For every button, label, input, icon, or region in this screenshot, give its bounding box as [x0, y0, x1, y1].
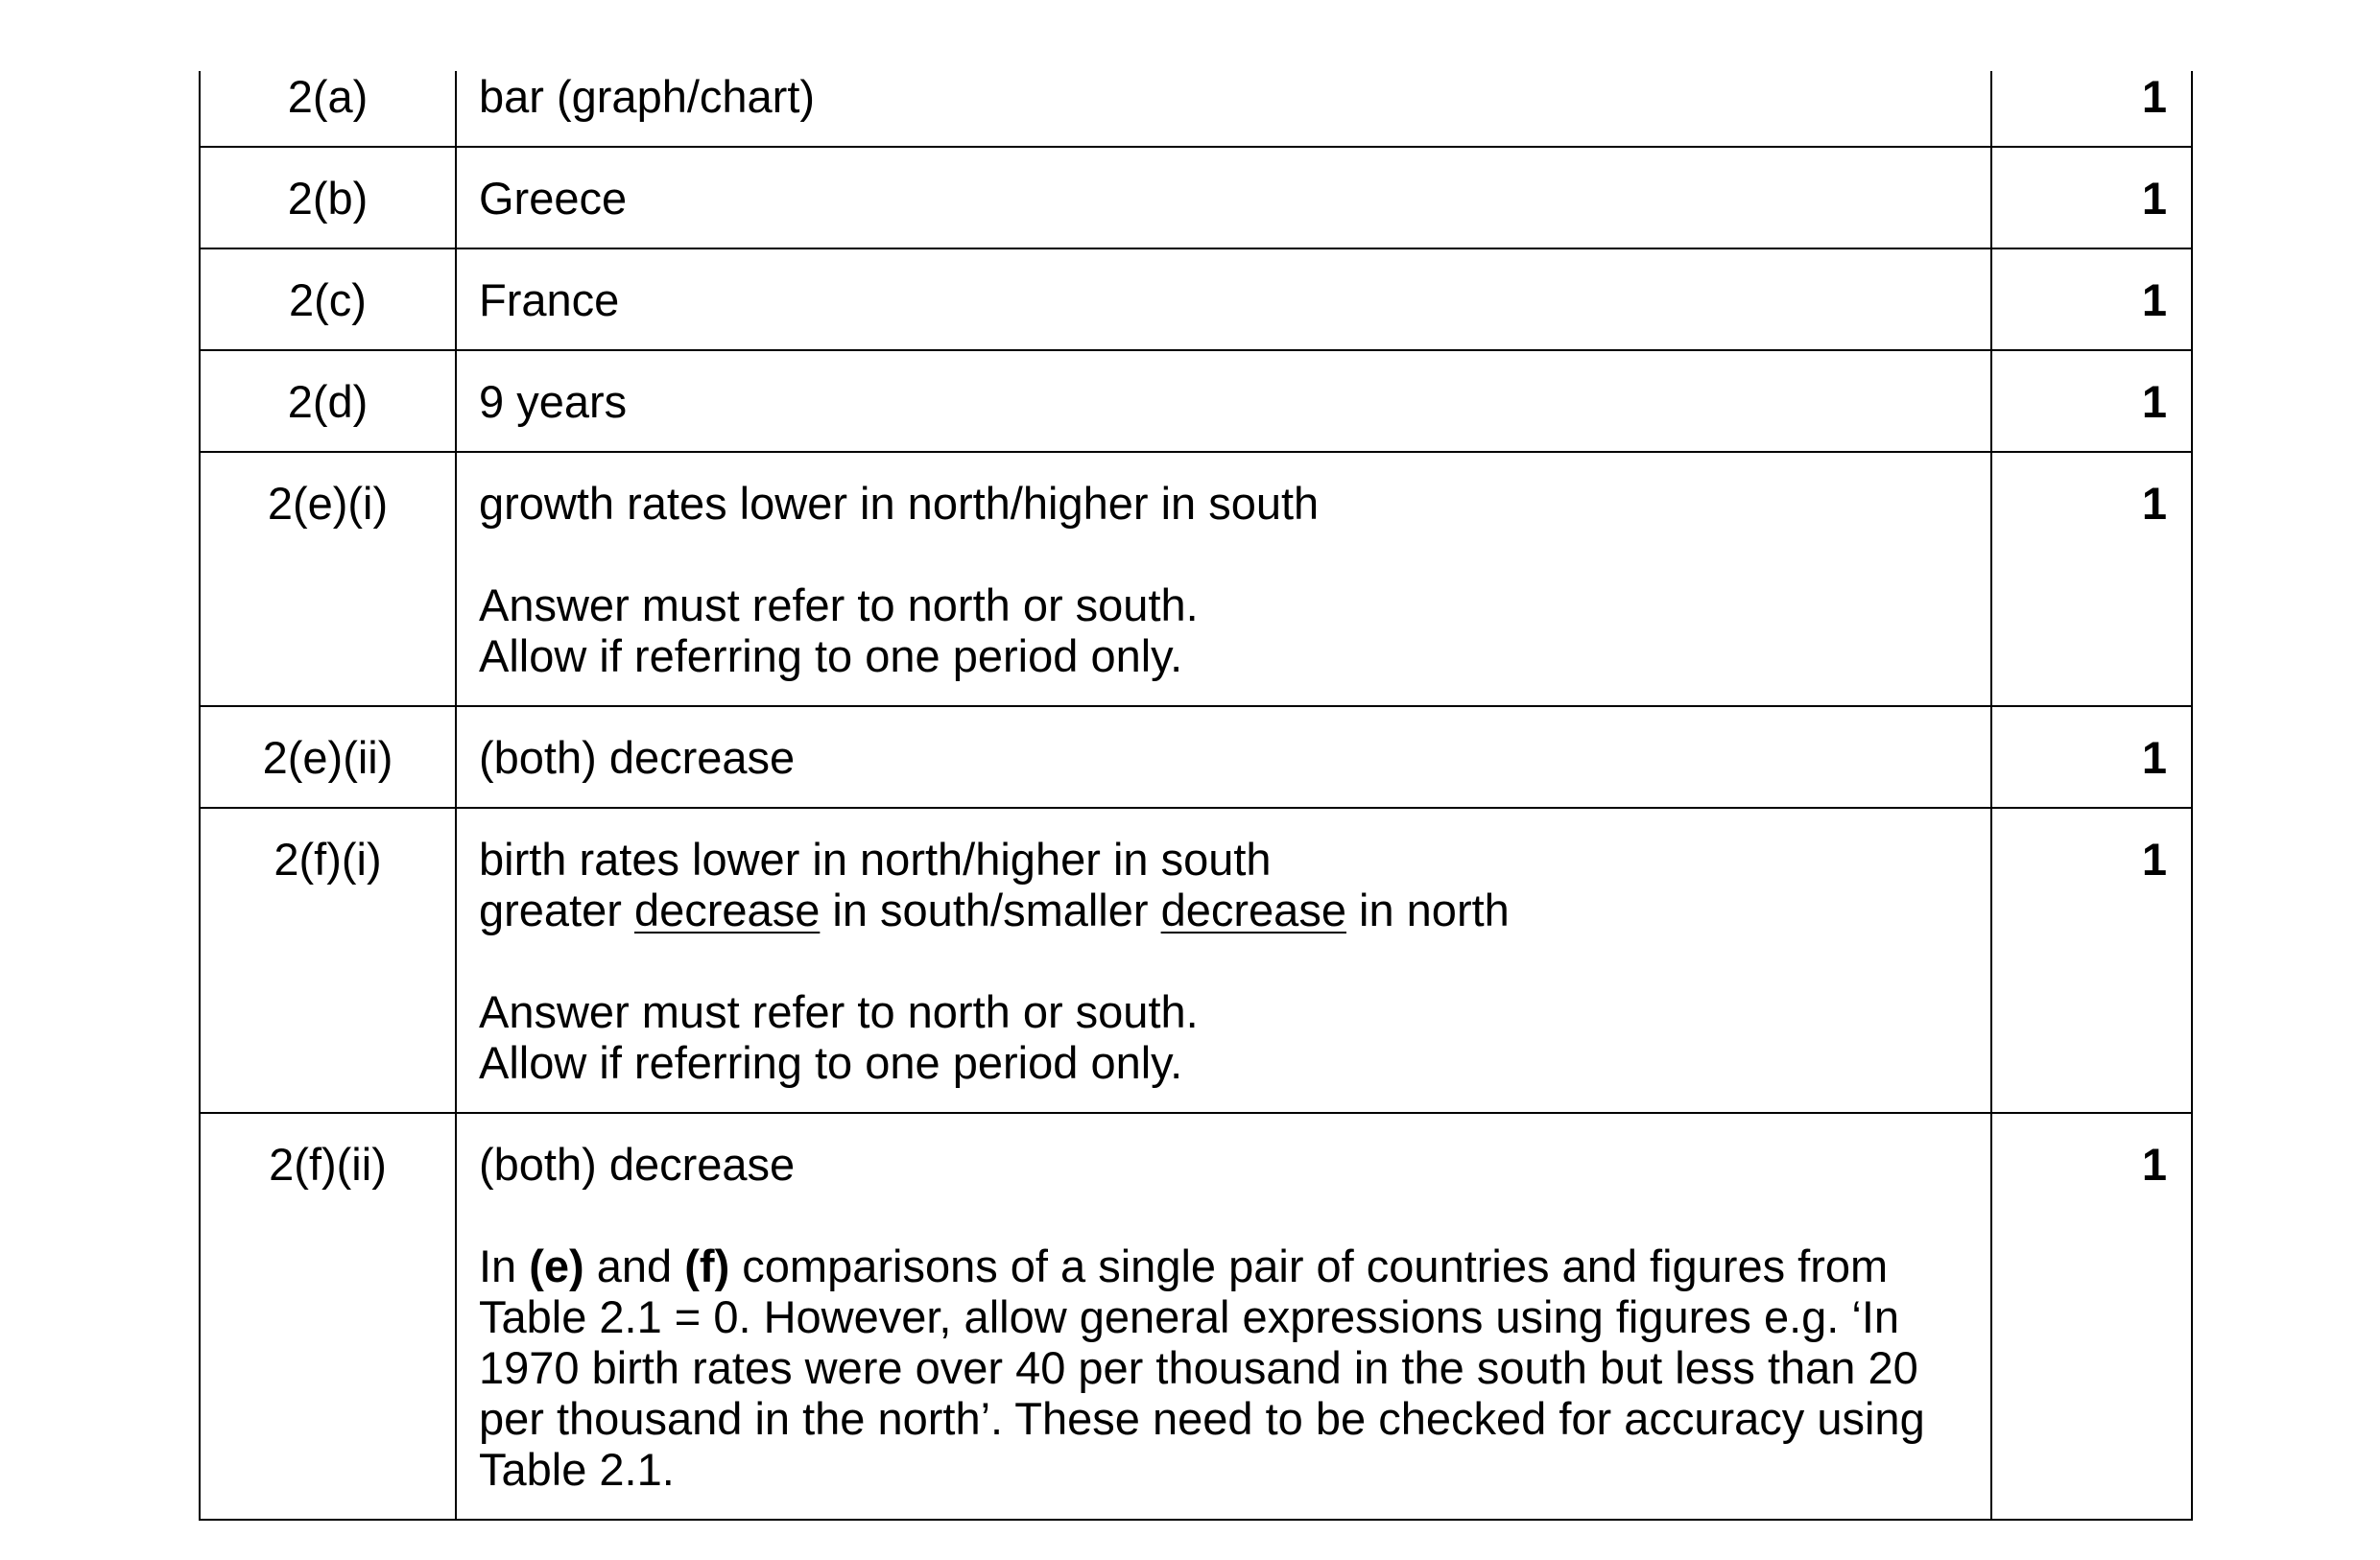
- table-row: [200, 1113, 2192, 1520]
- mark-value: 1: [2141, 71, 2167, 122]
- mark-cell: [1991, 147, 2192, 248]
- underlined-keyword: decrease: [633, 885, 821, 935]
- question-number: [200, 147, 456, 248]
- table-row: [200, 808, 2192, 1113]
- question-number-text: 2(f)(i): [274, 834, 382, 885]
- answer-cell: [456, 452, 1991, 706]
- question-number: [200, 706, 456, 808]
- mark-cell: [1991, 71, 2192, 147]
- marking-note: Answer must refer to north or south.: [479, 579, 1199, 630]
- answer-text: France: [479, 274, 620, 325]
- marking-note: Answer must refer to north or south.: [479, 986, 1199, 1037]
- answer-text: Greece: [479, 173, 628, 224]
- answer-cell: [456, 1113, 1991, 1520]
- mark-value: 1: [2141, 376, 2167, 427]
- question-number: [200, 350, 456, 452]
- question-number-text: 2(b): [287, 173, 369, 224]
- mark-cell: [1991, 808, 2192, 1113]
- table-row: [200, 147, 2192, 248]
- table-row: [200, 350, 2192, 452]
- answer-text: (both) decrease: [479, 732, 796, 783]
- marking-note: Allow if referring to one period only.: [479, 1037, 1183, 1088]
- table-row: [200, 452, 2192, 706]
- mark-cell: [1991, 452, 2192, 706]
- text-fragment: in south/smaller: [820, 885, 1161, 935]
- table-row: [200, 706, 2192, 808]
- question-number-text: 2(f)(ii): [269, 1139, 387, 1190]
- mark-value: 1: [2141, 732, 2167, 783]
- text-fragment: greater: [479, 885, 634, 935]
- mark-value: 1: [2141, 274, 2167, 325]
- answer-text: birth rates lower in north/higher in south: [479, 834, 1272, 885]
- guidance-paragraph: [479, 1241, 1967, 1495]
- marking-note: Allow if referring to one period only.: [479, 630, 1183, 681]
- answer-text: growth rates lower in north/higher in south: [479, 478, 1320, 529]
- mark-cell: [1991, 350, 2192, 452]
- text-fragment: in north: [1345, 885, 1510, 935]
- question-number: [200, 248, 456, 350]
- question-number-text: 2(e)(i): [267, 478, 389, 529]
- question-number: [200, 1113, 456, 1520]
- answer-cell: [456, 808, 1991, 1113]
- answer-cell: [456, 706, 1991, 808]
- table-row: [200, 248, 2192, 350]
- mark-value: 1: [2141, 1139, 2167, 1190]
- answer-text-line-2: [479, 885, 1967, 935]
- question-number: [200, 71, 456, 147]
- mark-cell: [1991, 1113, 2192, 1520]
- table-row: [200, 71, 2192, 147]
- answer-cell: [456, 71, 1991, 147]
- mark-cell: [1991, 706, 2192, 808]
- bold-reference: (e): [529, 1241, 584, 1291]
- mark-scheme-table: [199, 71, 2193, 1521]
- answer-text: bar (graph/chart): [479, 71, 816, 122]
- question-number-text: 2(c): [289, 274, 367, 325]
- mark-cell: [1991, 248, 2192, 350]
- question-number: [200, 452, 456, 706]
- mark-value: 1: [2141, 173, 2167, 224]
- answer-cell: [456, 147, 1991, 248]
- text-fragment: In: [479, 1241, 530, 1291]
- question-number-text: 2(a): [287, 71, 369, 122]
- text-fragment: comparisons of a single pair of countries and figures from Table 2.1 = 0. However, allow general expressions using figures e.g. ‘In 1970 birth rates were over 40 per thousand in the south but less than 20 per thousand in the north’. These need to be checked for accuracy using Table 2.1.: [479, 1241, 1925, 1495]
- question-number-text: 2(e)(ii): [262, 732, 393, 783]
- underlined-keyword: decrease: [1160, 885, 1346, 935]
- mark-value: 1: [2141, 478, 2167, 529]
- question-number-text: 2(d): [287, 376, 369, 427]
- answer-text: 9 years: [479, 376, 628, 427]
- mark-value: 1: [2141, 834, 2167, 885]
- answer-text: (both) decrease: [479, 1139, 796, 1190]
- answer-cell: [456, 248, 1991, 350]
- bold-reference: (f): [684, 1241, 730, 1291]
- text-fragment: and: [583, 1241, 685, 1291]
- question-number: [200, 808, 456, 1113]
- answer-cell: [456, 350, 1991, 452]
